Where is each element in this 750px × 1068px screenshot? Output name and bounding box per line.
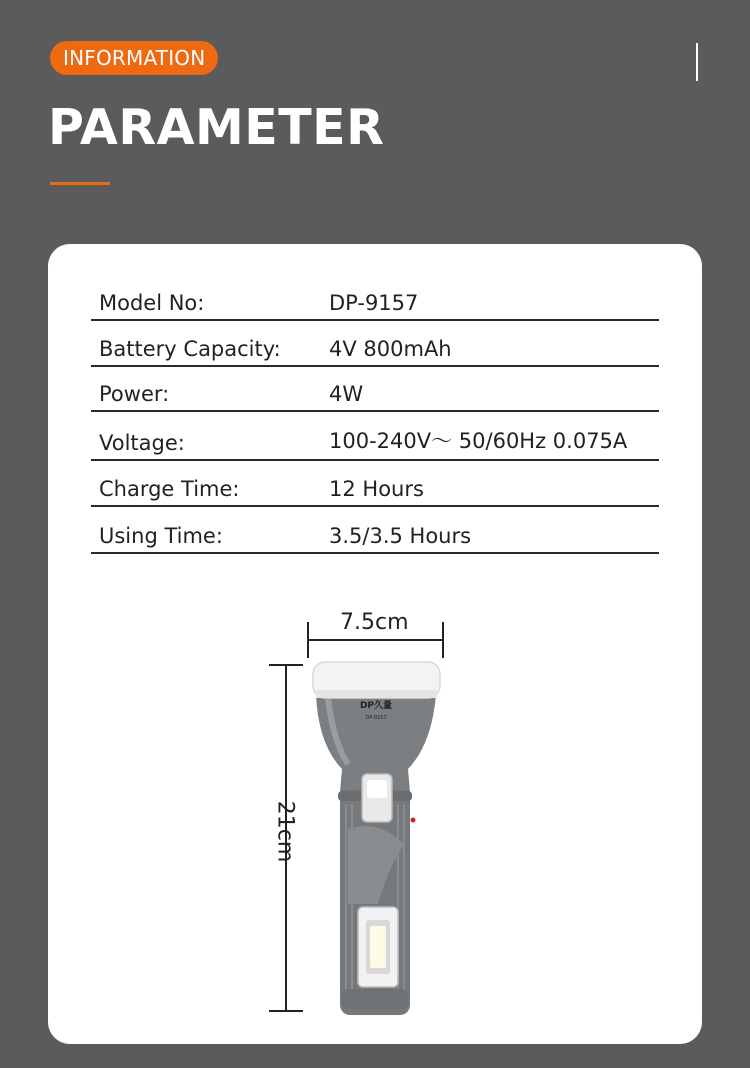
title-underline [50,182,110,185]
height-label: 21cm [272,800,298,863]
spec-value: 3.5/3.5 Hours [329,524,472,548]
information-badge: INFORMATION [50,41,218,75]
spec-card [48,244,702,1044]
spec-label: Using Time: [99,524,223,548]
spec-value: 100-240V～ 50/60Hz 0.075A [329,429,628,453]
model-mark: DP-9157 [365,715,387,721]
width-label: 7.5cm [340,610,409,635]
spec-label: Power: [99,382,170,406]
spec-value: 4W [329,382,364,406]
spec-value: DP-9157 [329,291,419,315]
spec-label: Model No: [99,291,205,315]
page-title: PARAMETER [48,99,385,156]
brand-logo: DP久量 [359,701,393,711]
spec-label: Voltage: [99,431,185,455]
spec-label: Battery Capacity: [99,337,281,361]
header-divider [696,43,698,81]
spec-value: 12 Hours [329,477,424,501]
flashlight-illustration [48,244,702,1044]
spec-value: 4V 800mAh [329,337,452,361]
spec-label: Charge Time: [99,477,240,501]
